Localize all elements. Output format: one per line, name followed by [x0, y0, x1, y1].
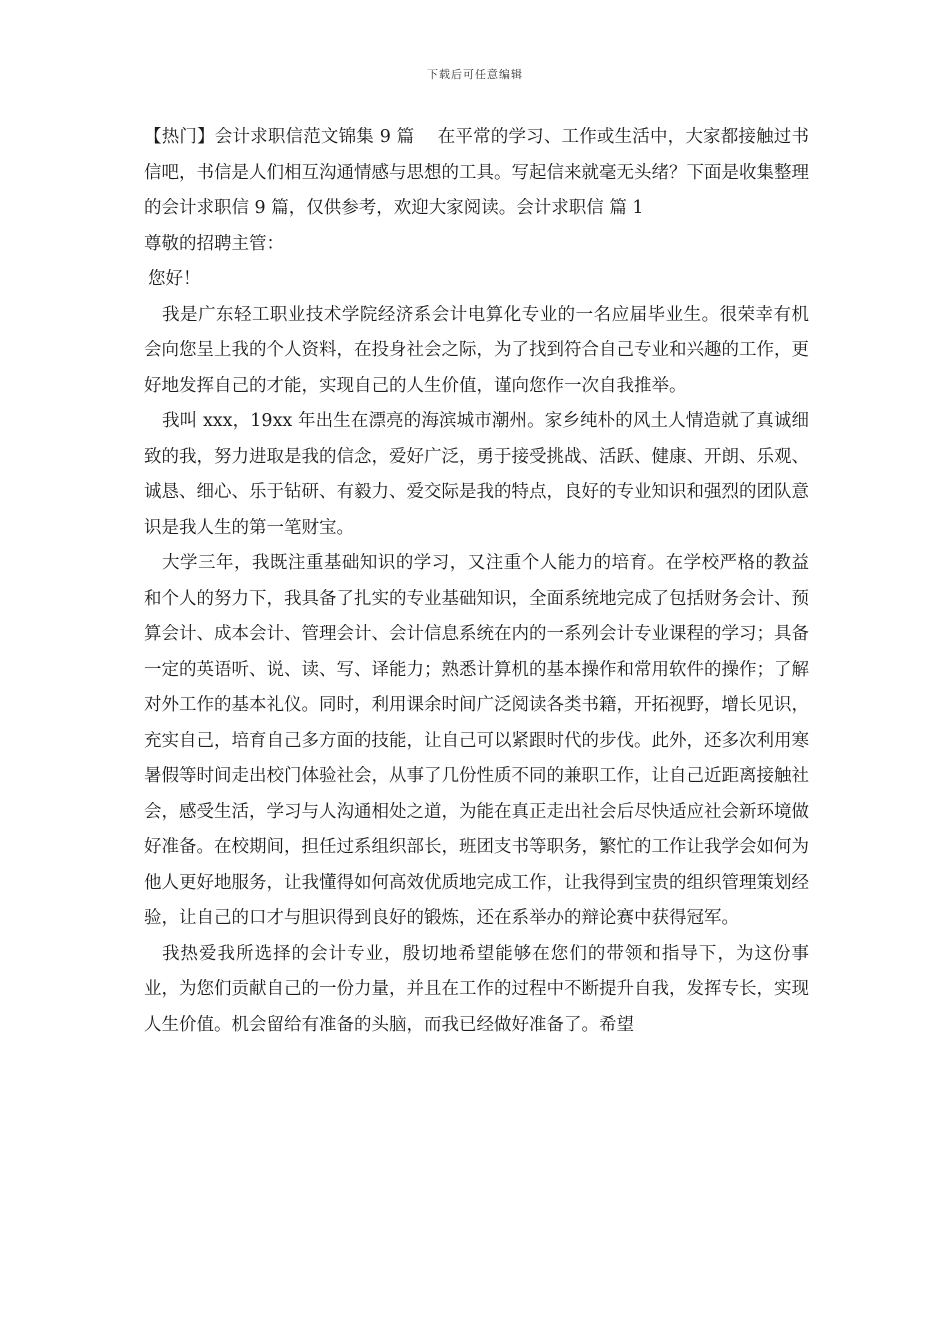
body-paragraph-2: 我叫 xxx，19xx 年出生在漂亮的海滨城市潮州。家乡纯朴的风土人情造就了真诚细致的我，努力进取是我的信念，爱好广泛，勇于接受挑战、活跃、健康、开朗、乐观、诚恳、细心、乐于钻研、有毅力、爱交际是我的特点，良好的专业知识和强烈的团队意识是我人生的第一笔财宝。 — [144, 411, 809, 538]
body-paragraph-4: 我热爱我所选择的会计专业，殷切地希望能够在您们的带领和指导下，为这份事业，为您们贡献自己的一份力量，并且在工作的过程中不断提升自我，发挥专长，实现人生价值。机会留给有准备的头脑，而我已经做好准备了。希望 — [144, 943, 809, 1035]
document-body — [144, 120, 809, 1043]
page-header-note: 下载后可任意编辑 — [427, 68, 523, 81]
greeting: 您好！ — [148, 269, 201, 289]
salutation: 尊敬的招聘主管： — [144, 233, 284, 254]
body-paragraph-3: 大学三年，我既注重基础知识的学习，又注重个人能力的培育。在学校严格的教益和个人的努力下，我具备了扎实的专业基础知识，全面系统地完成了包括财务会计、预算会计、成本会计、管理会计、会计信息系统在内的一系列会计专业课程的学习；具备一定的英语听、说、读、写、译能力；熟悉计算机的基本操作和常用软件的操作；了解对外工作的基本礼仪。同时，利用课余时间广泛阅读各类书籍，开拓视野，增长见识，充实自己，培育自己多方面的技能，让自己可以紧跟时代的步伐。此外，还多次利用寒暑假等时间走出校门体验社会，从事了几份性质不同的兼职工作，让自己近距离接触社会，感受生活，学习与人沟通相处之道，为能在真正走出社会后尽快适应社会新环境做好准备。在校期间，担任过系组织部长，班团支书等职务，繁忙的工作让我学会如何为他人更好地服务，让我懂得如何高效优质地完成工作，让我得到宝贵的组织管理策划经验，让自己的口才与胆识得到良好的锻炼，还在系举办的辩论赛中获得冠军。 — [144, 553, 809, 928]
intro-paragraph: 【热门】会计求职信范文锦集 9 篇 在平常的学习、工作或生活中，大家都接触过书信吧，书信是人们相互沟通情感与思想的工具。写起信来就毫无头绪？下面是收集整理的会计求职信 9 篇，仅供参考，欢迎大家阅读。会计求职信 篇 1 — [144, 127, 809, 218]
body-paragraph-1: 我是广东轻工职业技术学院经济系会计电算化专业的一名应届毕业生。很荣幸有机会向您呈上我的个人资料，在投身社会之际，为了找到符合自己专业和兴趣的工作，更好地发挥自己的才能，实现自己的人生价值，谨向您作一次自我推举。 — [144, 304, 809, 396]
